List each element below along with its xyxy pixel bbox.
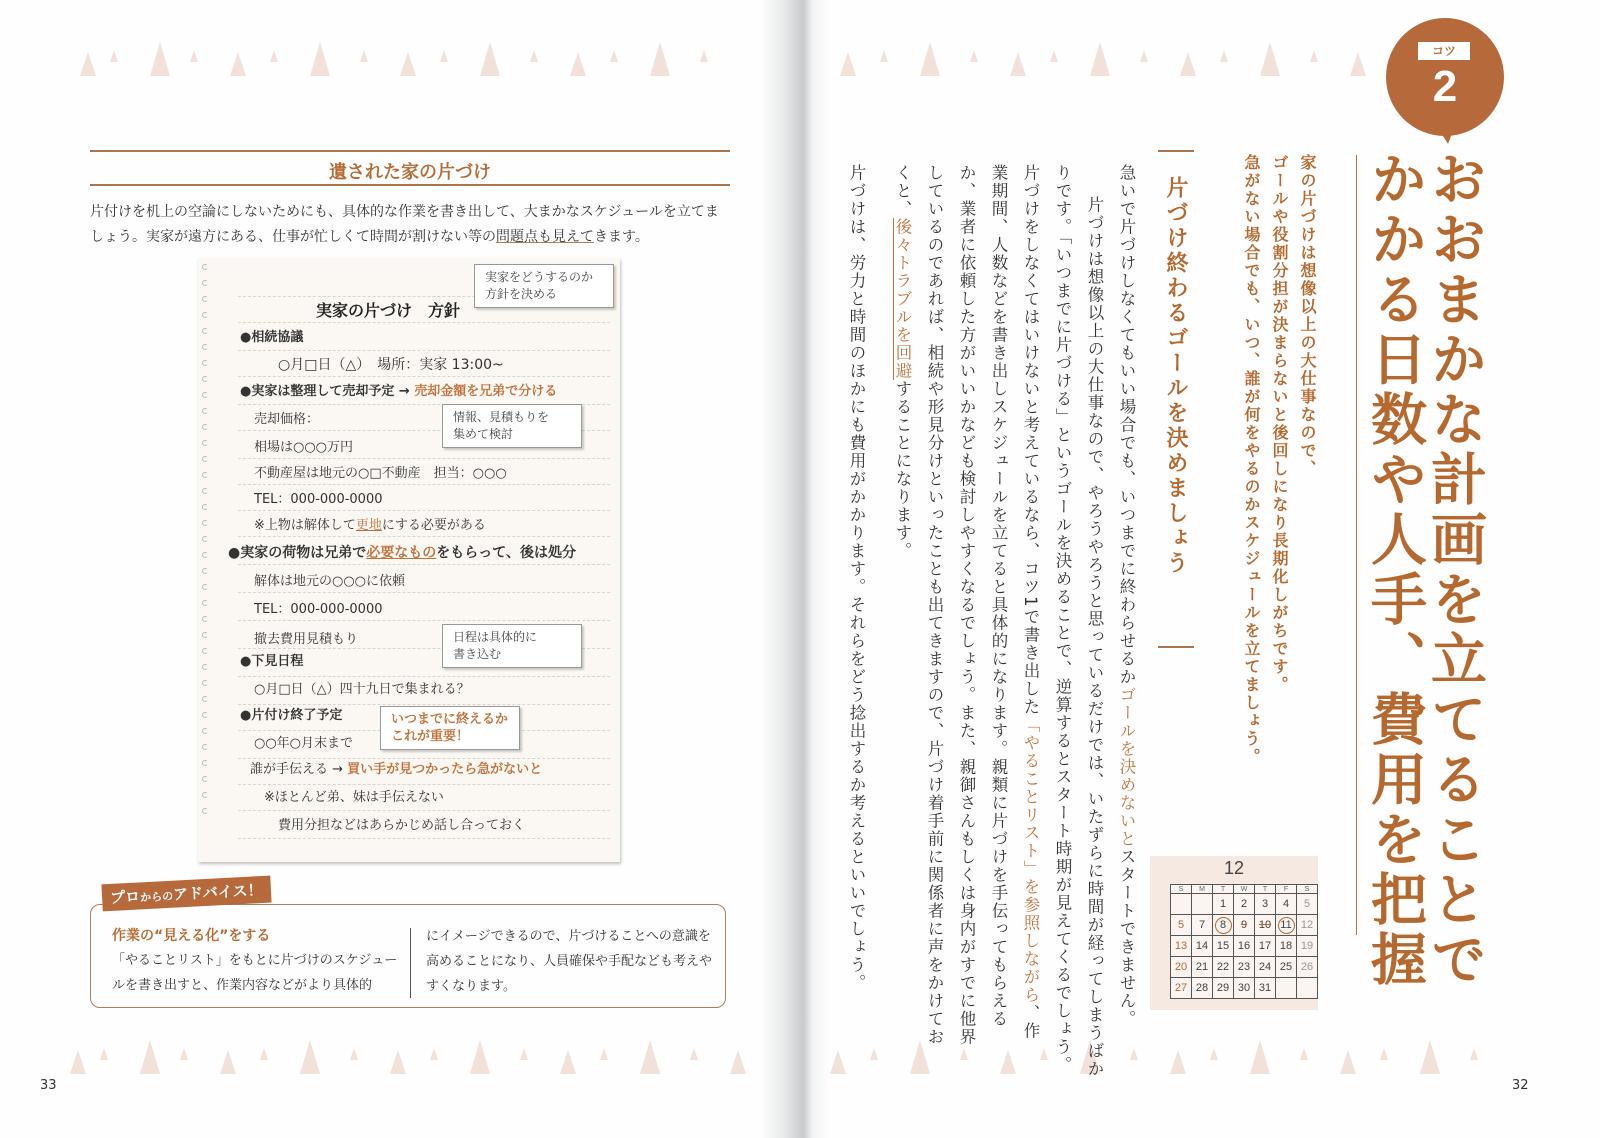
spiral-binding bbox=[202, 264, 210, 824]
book-gutter bbox=[760, 0, 830, 1138]
intro-line-2: しょう。実家が遠方にある、仕事が忙しくて時間が割けない等の問題点も見えてきます。 bbox=[90, 229, 649, 245]
callout-info: 情報、見積もりを 集めて検討 bbox=[442, 404, 582, 448]
advice-divider bbox=[410, 928, 411, 998]
body-col-9: 片づけは、労力と時間のほかにも費用がかかります。それらをどう捻出するか考えるといいでしょう。 bbox=[847, 164, 866, 992]
calendar-month: 12 bbox=[1223, 858, 1245, 878]
page-number-right: 32 bbox=[1512, 1078, 1529, 1093]
memo-tel-1: TEL：000-000-0000 bbox=[254, 492, 383, 507]
callout-deadline: いつまでに終えるか これが重要！ bbox=[380, 706, 520, 750]
memo-belongings-heading: ●実家の荷物は兄弟で必要なものをもらって、後は処分 bbox=[228, 545, 576, 561]
lead-line-2: ゴールや役割分担が決まらないと後回しになり長期化しがちです。 bbox=[1270, 154, 1289, 694]
kotsu-label: コツ bbox=[1418, 42, 1470, 60]
callout-policy: 実家をどうするのか 方針を決める bbox=[474, 264, 614, 308]
advice-heading: 作業の“見える化”をする bbox=[112, 928, 271, 944]
memo-demolish: 解体は地元の○○○に依頼 bbox=[254, 574, 406, 589]
body-col-5: 業期間、人数などを書き出しスケジュールを立てると具体的になります。親類に片づけを手伝ってもらえる bbox=[989, 164, 1008, 1028]
body-col-8: くと、後々トラブルを回避することになります。 bbox=[893, 164, 912, 560]
subheading-top-rule bbox=[1158, 150, 1194, 152]
bottom-triangle-decoration-left bbox=[60, 1034, 780, 1074]
body-col-1: 急いで片づけしなくてもいい場合でも、いつまでに終わらせるかゴールを決めないとスタートできません。 bbox=[1117, 164, 1136, 1028]
memo-removal-estimate: 撤去費用見積もり bbox=[254, 632, 359, 647]
intro-paragraph bbox=[90, 200, 740, 250]
memo-helpers: 誰が手伝える → 買い手が見つかったら急がないと bbox=[250, 762, 543, 777]
body-col-2: 片づけは想像以上の大仕事なので、やろうやろうと思っているだけでは、いたずらに時間が経ってしまうばか bbox=[1085, 196, 1104, 1078]
page-number-left: 33 bbox=[40, 1078, 57, 1093]
top-triangle-decoration-left bbox=[60, 36, 740, 76]
memo-note-1: ※上物は解体して更地にする必要がある bbox=[254, 518, 486, 533]
lead-line-3: 急がない場合でも、いつ、誰が何をやるのかスケジュールを立てましょう。 bbox=[1242, 154, 1261, 766]
memo-realtor: 不動産屋は地元の○□不動産 担当：○○○ bbox=[254, 466, 507, 481]
memo-inherit-heading: ●相続協議 bbox=[240, 330, 304, 345]
top-triangle-decoration-right bbox=[820, 36, 1380, 76]
body-col-4: 片づけをしなくてはいけないと考えているなら、コツ1で書き出した「やることリスト」を参照しながら、作 bbox=[1021, 164, 1040, 1040]
memo-notepad bbox=[198, 258, 620, 862]
memo-sell-heading: ●実家は整理して売却予定 → 売却金額を兄弟で分ける bbox=[240, 384, 558, 399]
memo-cost-share: 費用分担などはあらかじめ話し合っておく bbox=[278, 818, 526, 833]
lead-line-1: 家の片づけは想像以上の大仕事なので、 bbox=[1298, 154, 1317, 478]
calendar-grid: S M T W T F S 1 2 3 4 5 5 7 8 9 10 11 12 13 14 15 16 17 18 19 20 21 22 23 24 25 26 27 28 29 30 31 bbox=[1170, 884, 1318, 999]
title-line-1: おおまかな計画を立てることで bbox=[1422, 150, 1487, 990]
body-col-6: か、業者に依頼した方がいいかなども検討しやすくなるでしょう。また、親御さんもしくは身内がすでに他界 bbox=[957, 164, 976, 1046]
body-col-3: りです。「いつまでに片づける」というゴールを決めることで、逆算するとスタート時期が見えてくるでしょう。 bbox=[1053, 164, 1072, 1074]
memo-inherit-date: ○月□日（△） 場所：実家 13:00~ bbox=[278, 357, 504, 373]
intro-line-1: 片付けを机上の空論にしないためにも、具体的な作業を書き出して、大まかなスケジュールを立てま bbox=[90, 204, 719, 220]
advice-text-col-2: にイメージできるので、片づけることへの意識を高めることになり、人員確保や手配なども考えやすくなります。 bbox=[426, 929, 713, 994]
memo-end-date: ○○年○月末まで bbox=[254, 736, 354, 751]
memo-market: 相場は○○○万円 bbox=[254, 440, 354, 455]
memo-end-heading: ●片付け終了予定 bbox=[240, 708, 343, 723]
title-line-2: かかる日数や人手、費用を把握 bbox=[1362, 150, 1427, 990]
advice-text-col-1: 「やることリスト」をもとに片づけのスケジュールを書き出すと、作業内容などがより具体的 bbox=[112, 953, 398, 993]
memo-preview-date: ○月□日（△）四十九日で集まれる？ bbox=[254, 682, 470, 697]
section-title-bottom-rule bbox=[90, 184, 730, 186]
callout-schedule: 日程は具体的に 書き込む bbox=[442, 624, 582, 668]
title-divider bbox=[1356, 155, 1357, 935]
body-col-7: しているのであれば、相続や形見分けといったことも出てきますので、片づけ着手前に関係者に声をかけてお bbox=[925, 164, 944, 1046]
advice-tab: プロからのアドバイス！ bbox=[101, 876, 271, 912]
memo-sale-price: 売却価格： bbox=[254, 412, 320, 427]
subheading-bottom-rule bbox=[1158, 646, 1194, 648]
memo-preview-heading: ●下見日程 bbox=[240, 654, 304, 669]
subheading: 片づけ終わるゴールを決めましょう bbox=[1163, 176, 1188, 576]
memo-tel-2: TEL：000-000-0000 bbox=[254, 602, 383, 617]
section-title: 遺された家の片づけ bbox=[329, 162, 491, 183]
memo-title: 実家の片づけ 方針 bbox=[316, 301, 461, 320]
kotsu-number: 2 bbox=[1432, 62, 1458, 111]
section-title-top-rule bbox=[90, 150, 730, 152]
kotsu-badge-tail bbox=[1438, 128, 1454, 144]
memo-helpers-note: ※ほとんど弟、妹は手伝えない bbox=[264, 790, 444, 805]
calendar-illustration bbox=[1150, 856, 1318, 1010]
underlined-text: 問題点も見えて bbox=[496, 229, 594, 245]
